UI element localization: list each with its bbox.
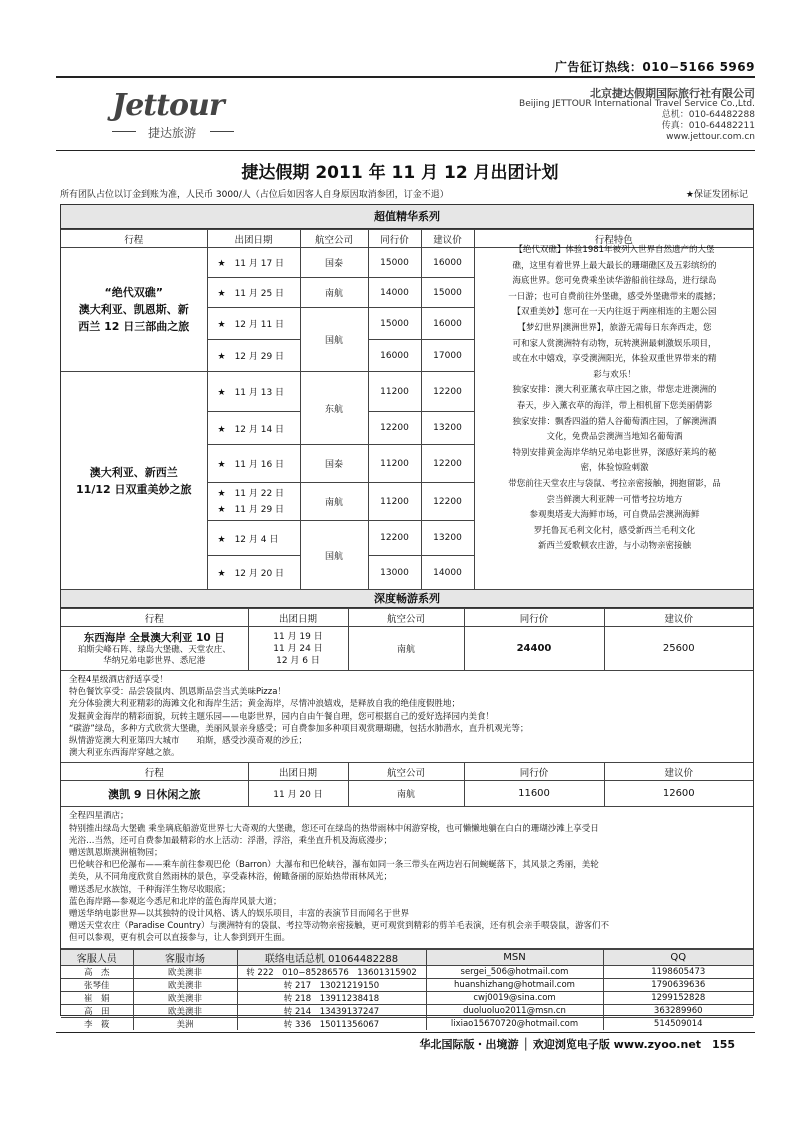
route-description [61,807,753,948]
contact-market: 欧美澳非 [133,978,237,991]
departure-date: ★ 11 月 25 日 [207,278,300,308]
contact-row [61,965,753,978]
route-name-line: 澳大利亚、新西兰 [89,465,178,479]
table-row [61,807,753,948]
header-suggested-price: 建议价 [604,763,753,781]
date-line: ★ 11 月 29 日 [217,504,285,515]
feature-line: 海底世界。您可免费乘坐读华游船前往绿岛，进行绿岛 [512,276,717,287]
value-series-table [61,229,753,590]
feature-line: 参观奥塔麦大海鲜市场，可自费品尝澳洲海鲜 [529,510,700,521]
date-line: 11 月 24 日 [273,643,323,654]
peer-price: 11200 [368,445,421,483]
suggested-price: 15000 [421,278,474,308]
company-website[interactable]: www.jettour.com.cn [666,132,755,142]
contact-msn: cwj0019@sina.com [426,991,603,1004]
header-peer-price: 同行价 [368,230,421,248]
suggested-price: 13200 [421,412,474,445]
suggested-price: 12600 [604,781,753,807]
departure-date: ★ 11 月 13 日 [207,372,300,412]
contact-row [61,978,753,991]
desc-line: 纵情游览澳大利亚第四大城市 珀斯，感受沙漠奇观的沙丘； [69,736,308,747]
logo-rule-right [210,131,234,132]
feature-line: 独家安排：飘香四溢的猎人谷葡萄酒庄园，了解澳洲酒 [512,416,717,427]
contact-header-qq: QQ [603,949,753,965]
suggested-price: 13200 [421,521,474,556]
header-route: 行程 [61,230,207,248]
contact-name: 高 杰 [61,965,133,978]
header-airline: 航空公司 [348,609,464,627]
departure-date: 11 月 20 日 [248,781,348,807]
airline: 国泰 [300,445,368,483]
suggested-price: 12200 [421,445,474,483]
departure-date [207,483,300,521]
table-header-row [61,763,753,781]
deposit-notice: 所有团队占位以订金到账为准，人民币 3000/人（占位后如因客人自身原因取消参团，订金不退） [60,190,449,200]
route-sub-line: 华纳兄弟电影世界、悉尼港 [103,655,206,666]
header-peer-price: 同行价 [464,763,604,781]
company-phone: 总机：010-64482288 [661,110,755,120]
feature-line: 罗托鲁瓦毛利文化村，感受新西兰毛利文化 [533,525,696,536]
desc-line: 赠送悉尼水族馆，千种海洋生物尽收眼底； [69,884,231,895]
contact-market: 欧美澳非 [133,991,237,1004]
header-date: 出团日期 [248,763,348,781]
peer-price: 15000 [368,308,421,340]
suggested-price: 12200 [421,372,474,412]
peer-price: 15000 [368,248,421,278]
departure-date: ★ 12 月 20 日 [207,556,300,590]
title-divider [56,150,755,151]
contact-header-market: 客服市场 [133,949,237,965]
peer-price: 12200 [368,412,421,445]
contact-market: 美洲 [133,1017,237,1030]
header-suggested-price: 建议价 [421,230,474,248]
suggested-price: 25600 [604,627,753,671]
date-line: 11 月 19 日 [273,631,323,642]
contact-qq: 514509014 [603,1017,753,1030]
feature-line: 彩与欢乐！ [593,369,636,380]
suggested-price: 14000 [421,556,474,590]
desc-line: 美奂，从不同角度欣赏自然雨林的景色，享受森林浴，俯瞰备丽的原始热带雨林风光； [69,872,393,883]
desc-line: 全程四星酒店； [69,811,129,822]
desc-line: 全程4星级酒店舒适享受！ [69,675,168,685]
section-header-value-series: 超值精华系列 [61,205,753,229]
company-fax: 传真：010-64482211 [661,121,755,131]
table-row [61,781,753,807]
suggested-price: 16000 [421,248,474,278]
contact-qq: 1299152828 [603,991,753,1004]
contact-qq: 1198605473 [603,965,753,978]
feature-line: 礁，这里有着世界上最大最长的珊瑚礁区及五彩缤纷的 [512,260,717,271]
date-line: ★ 11 月 22 日 [217,488,285,499]
features-text [481,243,749,555]
peer-price: 14000 [368,278,421,308]
route-name-double-wonder [61,372,207,590]
airline: 国航 [300,521,368,590]
page-footer: 华北国际版・出境游 │ 欢迎浏览电子版 www.zyoo.net 155 [419,1038,735,1051]
desc-line: “碳游”绿岛，多种方式欣赏大堡礁，美丽风景亲身感受；可自费参加多种项目观赏珊瑚礁，包括水肺潜水，直升机观光等； [69,723,529,734]
company-info [519,88,755,143]
feature-line: 密，体验惊险刺激 [580,463,649,474]
header-airline: 航空公司 [300,230,368,248]
airline: 南航 [348,781,464,807]
departure-date: ★ 11 月 16 日 [207,445,300,483]
feature-line: 文化，免费品尝澳洲当地知名葡萄酒 [546,432,683,443]
route-east-west-coast [61,627,248,671]
header-date: 出团日期 [248,609,348,627]
header-features: 行程特色 [474,230,753,248]
feature-line: 可和家人赏澳洲特有动物，玩转澳洲最刺激娱乐项目， [512,338,717,349]
header-suggested-price: 建议价 [604,609,753,627]
company-name-en: Beijing JETTOUR International Travel Service Co.,Ltd. [519,99,755,109]
desc-line: 澳大利亚东西海岸穿越之旅。 [69,748,180,759]
contact-header-staff: 客服人员 [61,949,133,965]
deep-series-table [61,608,753,949]
peer-price: 24400 [464,627,604,671]
feature-line: 或在水中嬉戏，享受澳洲阳光，体验双重世界带来的精 [512,354,717,365]
table-row [61,627,753,671]
desc-line: 特色餐饮享受：品尝袋鼠肉、凯恩斯品尝当式美味Pizza！ [69,687,286,698]
peer-price: 13000 [368,556,421,590]
footer-divider [56,1032,755,1033]
header-peer-price: 同行价 [464,609,604,627]
contact-header-phone: 联络电话总机 01064482288 [237,949,426,965]
page-title: 捷达假期 2011 年 11 月 12 月出团计划 [241,163,559,183]
contact-phone: 转 214 13439137247 [237,1004,426,1017]
suggested-price: 17000 [421,340,474,372]
route-name-line: 澳大利亚、凯恩斯、新 [78,303,189,316]
table-row [61,671,753,763]
desc-line: 特别推出绿岛大堡礁 乘坐璃底船游览世界七大奇观的大堡礁，您还可在绿岛的热带雨林中闲游穿梭，也可懒懒地躺在白白的珊瑚沙滩上享受日 [69,823,599,834]
contact-name: 崔 娟 [61,991,133,1004]
date-line: 12 月 6 日 [276,655,320,666]
section-header-deep-series: 深度畅游系列 [61,590,753,608]
feature-line: 带您前往天堂农庄与袋鼠、考拉亲密接触，拥抱留影，品 [508,478,721,489]
contact-qq: 363289960 [603,1004,753,1017]
table-row [61,248,753,278]
departure-dates [248,627,348,671]
contact-name: 张琴佳 [61,978,133,991]
feature-line: 【梦幻世界|澳洲世界】，旅游无需每日东奔西走，您 [517,322,712,333]
route-description [61,671,753,763]
feature-line: 特别安排黄金海岸华纳兄弟电影世界，深感好莱坞的秘 [512,447,717,458]
desc-line: 巴伦峡谷和巴伦瀑布——乘车前往参观巴伦（Barron）大瀑布和巴伦峡谷，瀑布如同一条三带头在两边岩石间蜿蜒落下，其风景之秀丽，美轮 [69,860,599,871]
contact-phone: 转 222 010−85286576 13601315902 [237,965,426,978]
contact-market: 欧美澳非 [133,1004,237,1017]
departure-date: ★ 12 月 11 日 [207,308,300,340]
feature-line: 独家安排：澳大利亚薰衣草庄园之旅，带您走进澳洲的 [512,385,717,396]
feature-line: 尝当鲜澳大利亚牌一可惜考拉坊地方 [546,494,683,505]
contact-phone: 转 217 13021219150 [237,978,426,991]
contact-name: 高 田 [61,1004,133,1017]
route-name-line: 西兰 12 日三部曲之旅 [78,320,190,333]
desc-line: 赠送凯恩斯澳洲植物园； [69,848,163,859]
header-airline: 航空公司 [348,763,464,781]
desc-line: 发掘黄金海岸的精彩面貌，玩转主题乐园——电影世界，园内自由午餐自理，您可根据自己的爱好选择园内美食！ [69,711,495,722]
route-name-line: 11/12 日双重美妙之旅 [76,482,192,496]
feature-line: 【双重美妙】您可在一天内往返于两座相连的主题公园 [512,307,717,318]
route-sub-line: 珀斯尖峰石阵、绿岛大堡礁、天堂农庄、 [77,644,231,655]
airline: 南航 [300,278,368,308]
suggested-price: 12200 [421,483,474,521]
contact-msn: lixiao15670720@hotmail.com [426,1017,603,1030]
features-cell [474,245,753,590]
contact-row [61,1004,753,1017]
peer-price: 11200 [368,372,421,412]
contact-market: 欧美澳非 [133,965,237,978]
departure-date: ★ 12 月 4 日 [207,521,300,556]
desc-line: 赠送天堂农庄（Paradise Country）与澳洲特有的袋鼠、考拉等动物亲密接触，更可观赏到精彩的剪羊毛表演，还有机会亲手喂袋鼠，游客们不 [69,921,610,932]
peer-price: 11600 [464,781,604,807]
peer-price: 12200 [368,521,421,556]
contact-msn: sergei_506@hotmail.com [426,965,603,978]
desc-line: 但可以参观，更有机会可以直接参与，让人参到到开生面。 [69,933,291,944]
contact-row [61,991,753,1004]
desc-line: 赠送华纳电影世界—以其独特的设计风格、诱人的娱乐项目，丰富的表演节目而闻名于世界 [69,909,410,920]
contact-msn: huanshizhang@hotmail.com [426,978,603,991]
peer-price: 16000 [368,340,421,372]
contact-name: 李 筱 [61,1017,133,1030]
airline: 南航 [300,483,368,521]
desc-line: 蓝色海岸路—参观迄今悉尼和北岸的蓝色海岸风景大道； [69,896,282,907]
route-name: 东西海岸 全景澳大利亚 10 日 [83,631,225,644]
company-name-cn: 北京捷达假期国际旅行社有限公司 [590,87,755,100]
header-divider [56,76,755,78]
airline: 东航 [300,372,368,445]
contact-header-msn: MSN [426,949,603,965]
contact-msn: duoluoluo2011@msn.cn [426,1004,603,1017]
contact-row [61,1017,753,1030]
desc-line: 光浴…当然，还可自费参加最精彩的水上活动：浮潜，浮浴，乘坐直升机及海底漫步； [69,835,393,846]
feature-line: 新西兰爱歌顿农庄游，与小动物亲密接触 [537,541,691,552]
route-name-twin-reef [61,248,207,372]
guarantee-legend: ★保证发团标记 [685,190,748,200]
schedule-frame [60,204,754,1030]
route-name-line: “绝代双礁” [104,286,163,299]
contact-phone: 转 336 15011356067 [237,1017,426,1030]
desc-line: 充分体验澳大利亚精彩的海滩文化和海岸生活；黄金海岸，尽情冲浪嬉戏，是释放自我的绝佳度假胜地； [69,699,461,710]
feature-line: 一日游；也可自费前往外堡礁，感受外堡礁带来的震撼； [508,291,721,302]
peer-price: 11200 [368,483,421,521]
jettour-logo: Jettour [112,88,224,123]
header-date: 出团日期 [207,230,300,248]
contact-phone: 转 218 13911238418 [237,991,426,1004]
airline: 南航 [348,627,464,671]
logo-subtitle: 捷达旅游 [147,126,196,140]
airline: 国航 [300,308,368,372]
suggested-price: 16000 [421,308,474,340]
departure-date: ★ 12 月 14 日 [207,412,300,445]
departure-date: ★ 11 月 17 日 [207,248,300,278]
departure-date: ★ 12 月 29 日 [207,340,300,372]
contact-table [61,949,753,1030]
table-header-row [61,609,753,627]
contact-qq: 1790639636 [603,978,753,991]
ad-hotline: 广告征订热线：010−5166 5969 [554,60,755,74]
feature-line: 春天，步入薰衣草的海洋，带上相机留下您美丽倩影 [516,400,713,411]
route-cairns-leisure: 澳凯 9 日休闲之旅 [61,781,248,807]
header-route: 行程 [61,763,248,781]
airline: 国泰 [300,248,368,278]
feature-line: 【绝代双礁】体验1981年被列入世界自然遗产的大堡 [514,245,715,255]
header-route: 行程 [61,609,248,627]
contact-header-row [61,949,753,965]
